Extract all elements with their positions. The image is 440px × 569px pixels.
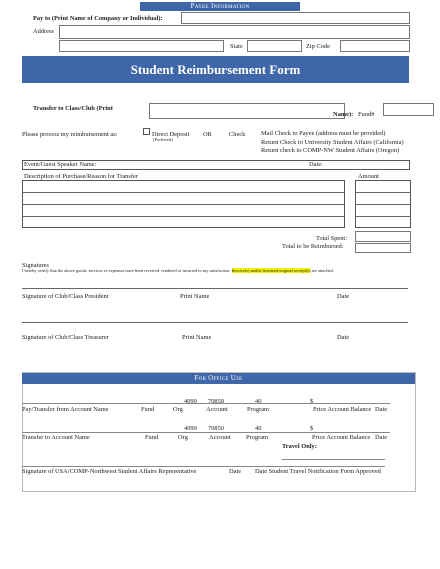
president-signature-line[interactable]: [22, 288, 408, 289]
row2-org-value: 4099: [184, 425, 197, 432]
or-label: OR: [203, 131, 212, 138]
transfer-club-field[interactable]: [149, 103, 345, 119]
check-option-mail[interactable]: Mail Check to Payee (address must be provided): [261, 130, 386, 137]
direct-deposit-label: Direct Deposit: [152, 131, 190, 138]
total-reimbursed-field[interactable]: [355, 243, 411, 253]
fund-label: Fund#: [358, 111, 375, 118]
payee-info-header: Payee Information: [140, 2, 300, 11]
row2-program-label: Program: [246, 434, 269, 441]
row2-program-value: 40: [255, 425, 262, 432]
event-date-label: Date:: [309, 161, 323, 168]
check-options: [261, 130, 404, 156]
state-label: State: [230, 43, 243, 50]
certify-text: I hereby certify that the above goods, services or expenses have been received, rendered or incurred to my satisfaction.: [22, 268, 231, 273]
total-spent-label: Total Spent:: [316, 235, 347, 242]
certify-tail: are attached.: [311, 268, 334, 273]
travel-only-line[interactable]: [282, 459, 385, 460]
president-date-label: Date: [337, 293, 350, 300]
row1-fund-label: Fund: [141, 406, 155, 413]
check-option-california[interactable]: Return Check to University Student Affairs (California): [261, 138, 404, 146]
row1-dollar: $: [310, 398, 314, 405]
row1-program-label: Program: [247, 406, 270, 413]
travel-approved-label: Date Student Travel Notification Form Approved: [255, 468, 381, 475]
row2-line[interactable]: [22, 432, 390, 433]
direct-deposit-checkbox[interactable]: [143, 128, 150, 135]
treasurer-signature-label: Signature of Club/Class Treasurer: [22, 334, 109, 341]
rep-signature-label: Signature of USA/COMP-Northwest Student Affairs Representative: [22, 468, 197, 475]
zip-field[interactable]: [340, 40, 410, 52]
president-signature-label: Signature of Club/Class President: [22, 293, 109, 300]
preferred-label: (Preferred): [153, 137, 173, 142]
row2-account-label: Account: [209, 434, 231, 441]
total-spent-field[interactable]: [355, 231, 411, 242]
president-print-name-label: Print Name: [180, 293, 210, 300]
address-label: Address: [33, 28, 54, 35]
pay-to-label: Pay to (Print Name of Company or Individual):: [33, 15, 163, 22]
row1-program-value: 40: [255, 398, 262, 405]
row1-account-value: 70850: [208, 398, 224, 405]
process-label: Please process my reimbursement as:: [22, 131, 118, 138]
transfer-name-label: Name):: [333, 111, 354, 118]
row2-date-label: Date: [375, 434, 388, 441]
zip-label: Zip Code: [306, 43, 330, 50]
rep-signature-line[interactable]: [22, 466, 385, 467]
row1-pay-transfer-label: Pay/Transfer from Account Name: [22, 406, 109, 413]
row2-transfer-to-label: Transfer to Account Name: [22, 434, 90, 441]
row1-date-label: Date: [375, 406, 388, 413]
row2-dollar: $: [310, 425, 314, 432]
check-option-oregon[interactable]: Return check to COMP-NW Student Affairs (Oregon): [261, 147, 400, 154]
office-use-header: For Office Use: [22, 373, 415, 384]
address-field[interactable]: [59, 25, 410, 39]
total-reimbursed-label: Total to be Reimbursed:: [282, 243, 344, 250]
state-field[interactable]: [247, 40, 302, 52]
certify-highlight: Invoice(s) and/or itemized original receipt(s): [231, 268, 311, 273]
row1-org-label: Org: [173, 406, 183, 413]
description-header: Description of Purchase/Reason for Transfer: [24, 173, 138, 180]
row2-fund-label: Fund: [145, 434, 159, 441]
certify-statement: [22, 268, 422, 273]
row1-line[interactable]: [22, 403, 390, 404]
row2-account-value: 70850: [208, 425, 224, 432]
treasurer-date-label: Date: [337, 334, 350, 341]
amount-header: Amount: [358, 173, 379, 180]
signatures-header: Signatures: [22, 262, 49, 269]
transfer-club-label: Transfer to Class/Club (Print: [33, 105, 113, 112]
pay-to-field[interactable]: [181, 12, 410, 24]
row2-org-label: Org: [178, 434, 188, 441]
rep-date-label: Date: [229, 468, 242, 475]
treasurer-signature-line[interactable]: [22, 322, 408, 323]
travel-only-label: Travel Only:: [282, 443, 317, 450]
row1-account-label: Account: [206, 406, 228, 413]
row1-org-value: 4099: [184, 398, 197, 405]
city-field[interactable]: [59, 40, 224, 52]
row1-price-label: Price Account Balance: [313, 406, 372, 413]
fund-field[interactable]: [383, 103, 434, 116]
check-label: Check: [229, 131, 246, 138]
treasurer-print-name-label: Print Name: [182, 334, 212, 341]
row2-price-label: Price Account Balance: [312, 434, 371, 441]
event-speaker-label: Event/Guest Speaker Name:: [24, 161, 97, 168]
form-title: Student Reimbursement Form: [22, 56, 409, 83]
